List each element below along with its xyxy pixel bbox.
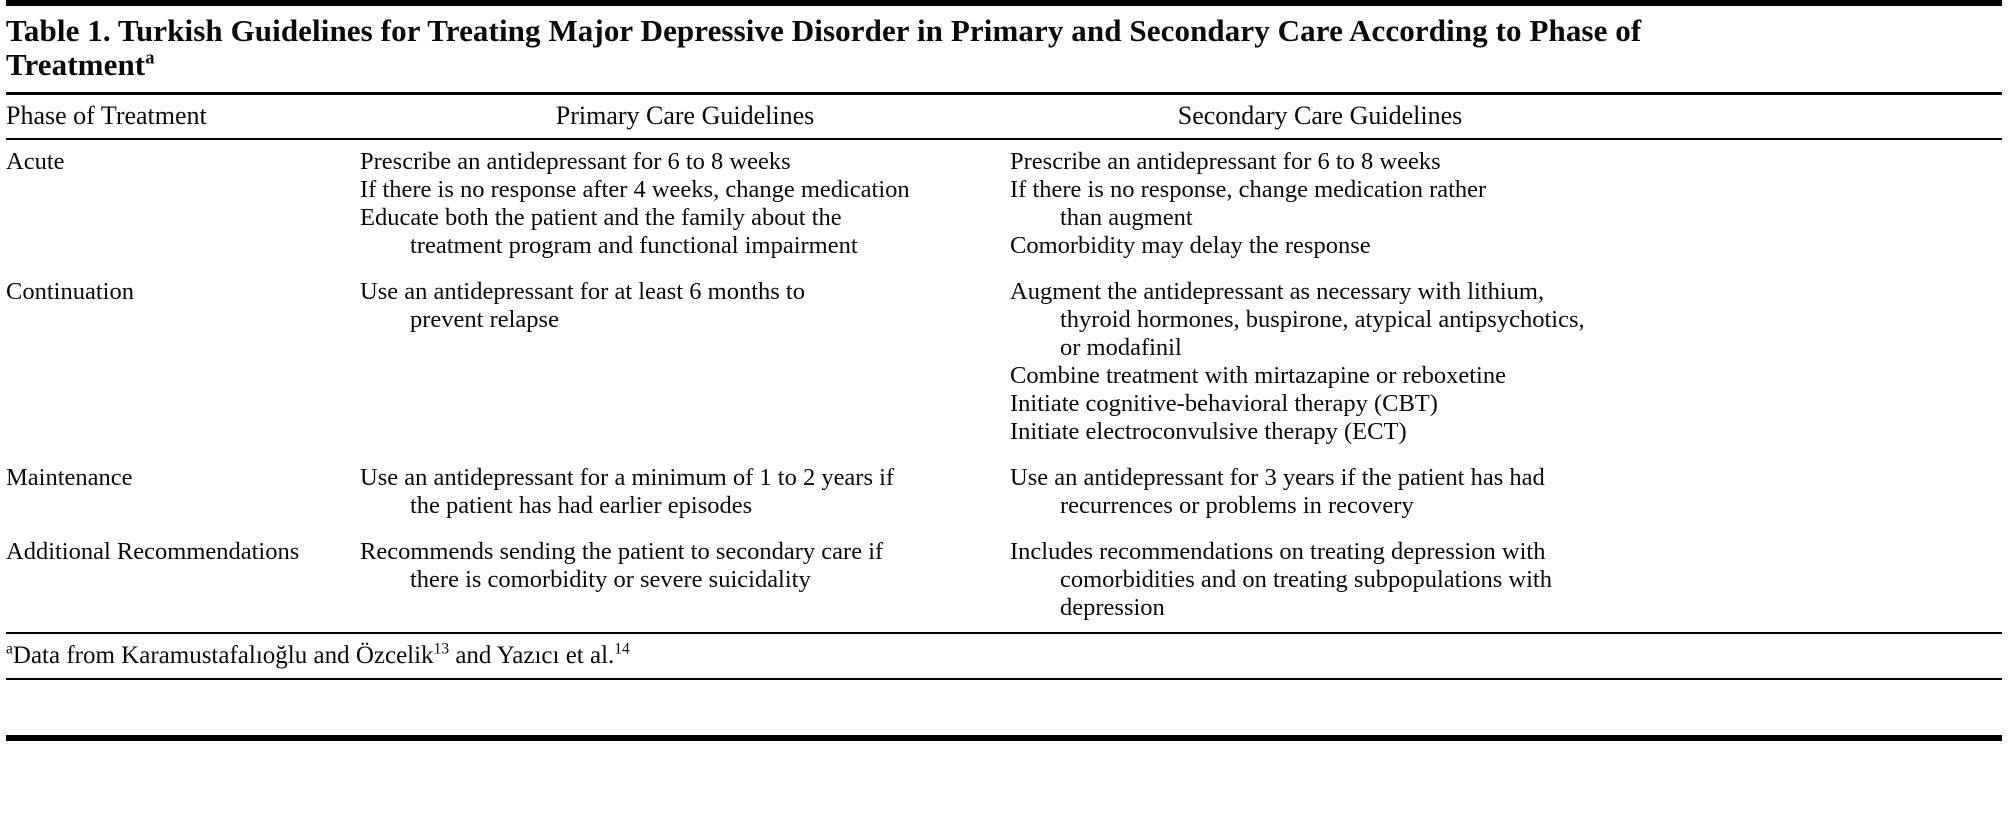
footnote-segment: and Yazıcı et al. — [449, 642, 615, 669]
guideline-line: Use an antidepressant for 3 years if the patient has had — [1010, 464, 1545, 491]
phase-cell: Acute — [6, 148, 65, 175]
footnote-text — [6, 642, 630, 669]
table-body — [6, 140, 2002, 632]
guideline-line: Educate both the patient and the family about the — [360, 204, 842, 231]
secondary-care-cell — [1010, 278, 2002, 446]
secondary-care-cell — [1010, 538, 2002, 622]
footnote-superscript: a — [6, 640, 13, 658]
guideline-line: Recommends sending the patient to secondary care if — [360, 538, 884, 565]
guideline-line: Initiate cognitive-behavioral therapy (CBT) — [1010, 390, 1438, 417]
table-title-line2 — [6, 48, 2002, 82]
column-header-primary: Primary Care Guidelines — [555, 101, 815, 130]
phase-cell: Maintenance — [6, 464, 133, 491]
secondary-care-cell — [1010, 464, 2002, 520]
guideline-line: prevent relapse — [410, 306, 559, 333]
guideline-line: or modafinil — [1060, 334, 1182, 361]
guideline-line: recurrences or problems in recovery — [1060, 492, 1414, 519]
table-title — [6, 6, 2002, 92]
guideline-line: Includes recommendations on treating depression with — [1010, 538, 1546, 565]
table-row — [6, 278, 2002, 446]
primary-care-cell — [360, 538, 1010, 622]
footnote-superscript: 13 — [433, 640, 450, 658]
guideline-line: If there is no response after 4 weeks, change medication — [360, 176, 910, 203]
footnote-segment: Data from Karamustafalıoğlu and Özcelik — [12, 642, 434, 669]
bottom-rule — [6, 735, 2002, 741]
table-row — [6, 148, 2002, 260]
table-title-footnote-marker: a — [145, 47, 155, 69]
guideline-line: Augment the antidepressant as necessary with lithium, — [1010, 278, 1545, 305]
guideline-line: there is comorbidity or severe suicidality — [410, 566, 811, 593]
guideline-line: Use an antidepressant for at least 6 months to — [360, 278, 805, 305]
phase-cell: Additional Recommendations — [6, 538, 300, 565]
guideline-line: Prescribe an antidepressant for 6 to 8 weeks — [360, 148, 791, 175]
primary-care-cell — [360, 464, 1010, 520]
column-header-phase: Phase of Treatment — [6, 101, 207, 130]
table-title-line1: Table 1. Turkish Guidelines for Treating Major Depressive Disorder in Primary and Secondary Care According to Phase of — [6, 13, 1642, 48]
secondary-care-cell — [1010, 148, 2002, 260]
bottom-spacer — [6, 680, 2002, 735]
table-footnote — [6, 634, 2002, 678]
guideline-line: Prescribe an antidepressant for 6 to 8 weeks — [1010, 148, 1441, 175]
guideline-line: the patient has had earlier episodes — [410, 492, 753, 519]
table-row — [6, 464, 2002, 520]
guideline-line: Comorbidity may delay the response — [1010, 232, 1371, 259]
column-header-secondary-wrap — [1010, 102, 2002, 130]
column-header-secondary: Secondary Care Guidelines — [1177, 101, 1463, 130]
footnote-superscript: 14 — [614, 640, 630, 658]
guideline-line: Initiate electroconvulsive therapy (ECT) — [1010, 418, 1407, 445]
guideline-line: Use an antidepressant for a minimum of 1 to 2 years if — [360, 464, 895, 491]
guideline-line: thyroid hormones, buspirone, atypical antipsychotics, — [1060, 306, 1585, 333]
guideline-line: depression — [1060, 594, 1165, 621]
phase-cell: Continuation — [6, 278, 134, 305]
primary-care-cell — [360, 278, 1010, 446]
guideline-line: Combine treatment with mirtazapine or reboxetine — [1010, 362, 1506, 389]
table-title-line2-text: Treatment — [6, 47, 146, 82]
guideline-line: treatment program and functional impairment — [410, 232, 858, 259]
guideline-line: If there is no response, change medication rather — [1010, 176, 1487, 203]
guideline-line: comorbidities and on treating subpopulations with — [1060, 566, 1552, 593]
primary-care-cell — [360, 148, 1010, 260]
guideline-line: than augment — [1060, 204, 1193, 231]
table-row — [6, 538, 2002, 622]
table-header-row — [6, 95, 2002, 138]
